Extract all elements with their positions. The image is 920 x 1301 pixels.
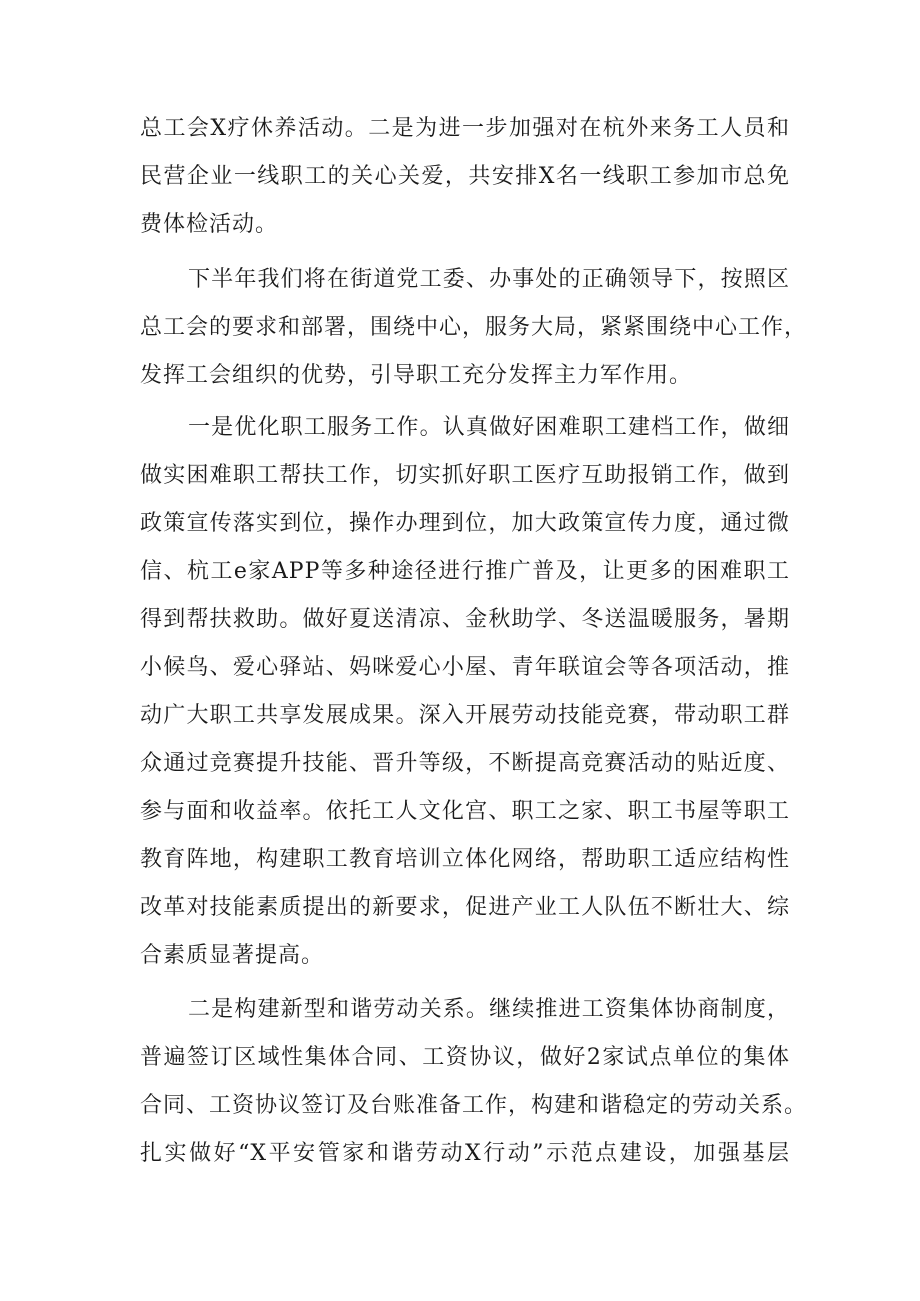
paragraph-first-line: 下半年我们将在街道党工委、办事处的正确领导下，按照区 — [188, 267, 790, 292]
paragraph-first-line: 一是优化职工服务工作。认真做好困难职工建档工作，做细 — [188, 415, 790, 440]
text-line: 做实困难职工帮扶工作，切实抓好职工医疗互助报销工作，做到 — [140, 463, 790, 488]
text-line: 合素质显著提高。 — [140, 943, 325, 968]
text-line: 教育阵地，构建职工教育培训立体化网络，帮助职工适应结构性 — [140, 847, 790, 872]
text-line: 参与面和收益率。依托工人文化宫、职工之家、职工书屋等职工 — [140, 799, 790, 824]
text-line: 众通过竞赛提升技能、晋升等级，不断提高竞赛活动的贴近度、 — [140, 751, 790, 776]
text-line: 总工会的要求和部署，围绕中心，服务大局，紧紧围绕中心工作， — [140, 315, 808, 340]
text-line: 扎实做好“X平安管家和谐劳动X行动”示范点建设，加强基层 — [140, 1141, 790, 1166]
text-line: 总工会X疗休养活动。二是为进一步加强对在杭外来务工人员和 — [140, 116, 790, 141]
text-line: 小候鸟、爱心驿站、妈咪爱心小屋、青年联谊会等各项活动，推 — [140, 655, 790, 680]
text-line: 发挥工会组织的优势，引导职工充分发挥主力军作用。 — [140, 363, 693, 388]
text-line: 动广大职工共享发展成果。深入开展劳动技能竞赛，带动职工群 — [140, 703, 790, 728]
text-line: 普遍签订区域性集体合同、工资协议，做好2家试点单位的集体 — [140, 1045, 790, 1070]
paragraph-first-line: 二是构建新型和谐劳动关系。继续推进工资集体协商制度， — [188, 997, 790, 1022]
text-line: 政策宣传落实到位，操作办理到位，加大政策宣传力度，通过微 — [140, 511, 790, 536]
text-line: 改革对技能素质提出的新要求，促进产业工人队伍不断壮大、综 — [140, 895, 790, 920]
text-line: 费体检活动。 — [140, 212, 279, 237]
text-line: 得到帮扶救助。做好夏送清凉、金秋助学、冬送温暖服务，暑期 — [140, 607, 790, 632]
text-line: 信、杭工e家APP等多种途径进行推广普及，让更多的困难职工 — [140, 559, 790, 584]
text-line: 民营企业一线职工的关心关爱，共安排X名一线职工参加市总免 — [140, 164, 790, 189]
text-line: 合同、工资协议签订及台账准备工作，构建和谐稳定的劳动关系。 — [140, 1093, 808, 1118]
